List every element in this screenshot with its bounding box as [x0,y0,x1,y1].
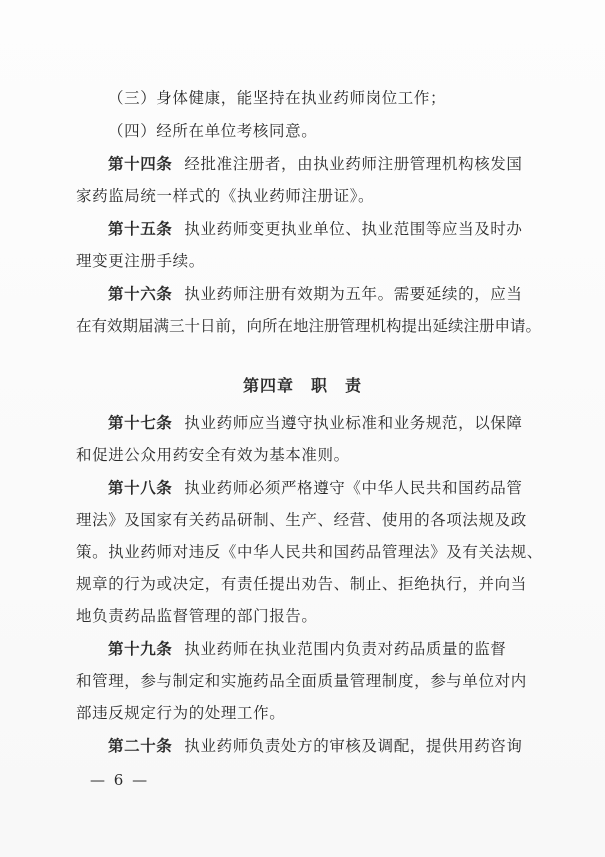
chapter-heading: 第四章 职 责 [242,376,362,395]
article-19-cont-2: 部违反规定行为的处理工作。 [76,704,286,722]
article-18-cont-2: 策。执业药师对违反《中华人民共和国药品管理法》及有关法规、 [76,543,543,561]
article-16 [108,284,568,304]
article-14-cont: 家药监局统一样式的《执业药师注册证》。 [76,187,375,205]
article-15-title: 第十五条 [108,220,173,238]
article-19 [108,639,568,659]
article-14-title: 第十四条 [108,155,173,173]
article-14-text: 经批准注册者，由执业药师注册管理机构核发国 [184,155,523,173]
article-18-cont-3: 规章的行为或决定，有责任提出劝告、制止、拒绝执行，并向当 [76,575,527,593]
article-18-text: 执业药师必须严格遵守《中华人民共和国药品管 [184,479,523,497]
list-item-3: （三）身体健康，能坚持在执业药师岗位工作； [108,89,447,107]
article-15 [108,219,568,239]
article-19-text: 执业药师在执业范围内负责对药品质量的监督 [184,640,507,658]
article-17 [108,413,568,433]
article-15-text: 执业药师变更执业单位、执业范围等应当及时办 [184,220,523,238]
article-20 [108,736,568,756]
article-17-title: 第十七条 [108,414,173,432]
article-18 [108,478,568,498]
article-16-text: 执业药师注册有效期为五年。需要延续的，应当 [184,285,523,303]
page-number: — 6 — [90,771,150,789]
article-18-cont-1: 理法》及国家有关药品研制、生产、经营、使用的各项法规及政 [76,511,527,529]
article-16-title: 第十六条 [108,285,173,303]
article-19-cont-1: 和管理，参与制定和实施药品全面质量管理制度，参与单位对内 [76,672,527,690]
list-item-4: （四）经所在单位考核同意。 [108,122,318,140]
article-19-title: 第十九条 [108,640,173,658]
article-20-title: 第二十条 [108,737,173,755]
article-17-text: 执业药师应当遵守执业标准和业务规范，以保障 [184,414,523,432]
article-16-cont: 在有效期届满三十日前，向所在地注册管理机构提出延续注册申请。 [76,317,542,335]
article-18-title: 第十八条 [108,479,173,497]
article-20-text: 执业药师负责处方的审核及调配，提供用药咨询 [184,737,523,755]
article-15-cont: 理变更注册手续。 [76,252,205,270]
article-17-cont: 和促进公众用药安全有效为基本准则。 [76,446,350,464]
article-18-cont-4: 地负责药品监督管理的部门报告。 [76,607,318,625]
article-14 [108,154,568,174]
